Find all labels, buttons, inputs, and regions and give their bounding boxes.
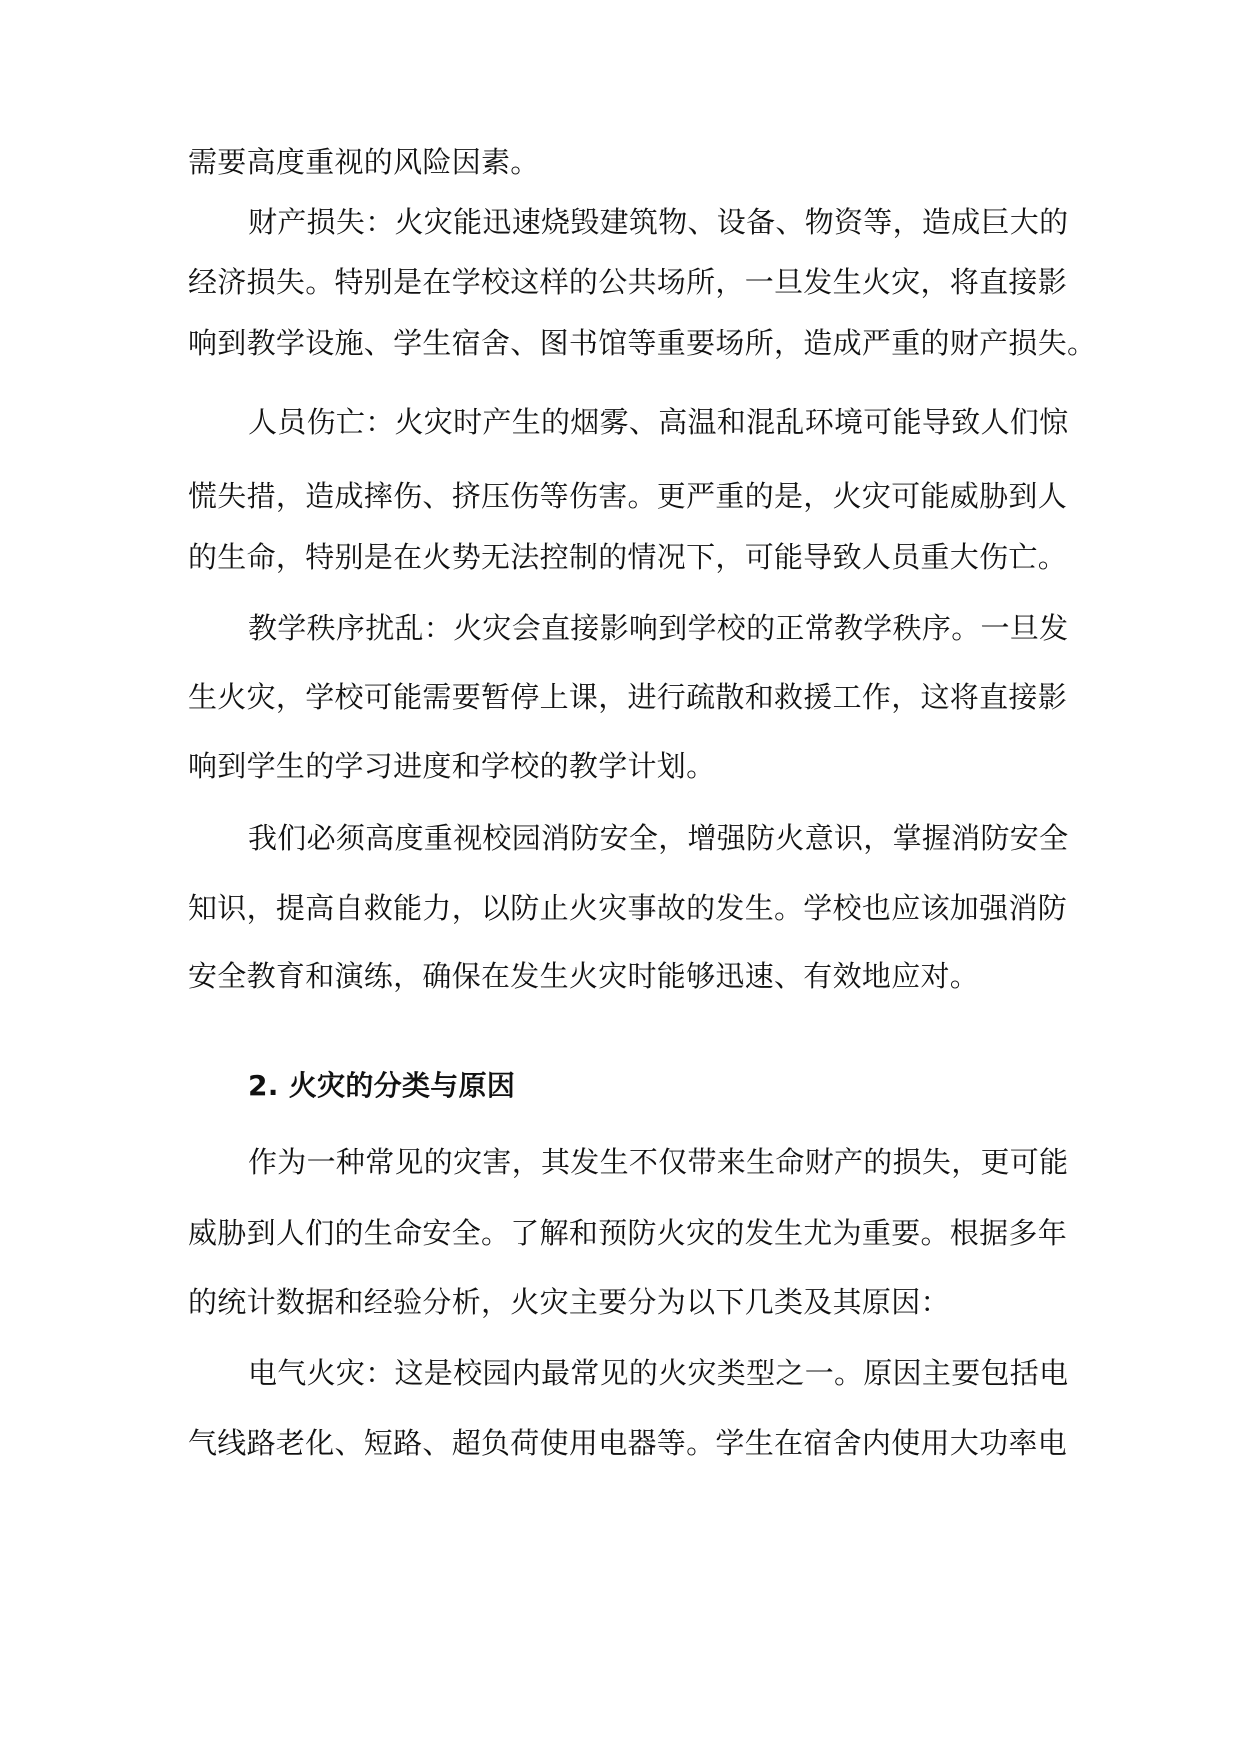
- paragraph-line: 我们必须高度重视校园消防安全，增强防火意识，掌握消防安全: [248, 821, 1069, 855]
- paragraph-line: 的统计数据和经验分析，火灾主要分为以下几类及其原因：: [188, 1285, 950, 1319]
- paragraph-line: 的生命，特别是在火势无法控制的情况下，可能导致人员重大伤亡。: [188, 540, 1068, 574]
- paragraph-line: 安全教育和演练，确保在发生火灾时能够迅速、有效地应对。: [188, 959, 980, 993]
- paragraph-line: 需要高度重视的风险因素。: [188, 145, 540, 179]
- paragraph-line: 生火灾，学校可能需要暂停上课，进行疏散和救援工作，这将直接影: [188, 680, 1068, 714]
- paragraph-line: 教学秩序扰乱：火灾会直接影响到学校的正常教学秩序。一旦发: [248, 611, 1069, 645]
- paragraph-line: 响到学生的学习进度和学校的教学计划。: [188, 749, 716, 783]
- paragraph-line: 作为一种常见的灾害，其发生不仅带来生命财产的损失，更可能: [248, 1145, 1069, 1179]
- paragraph-line: 威胁到人们的生命安全。了解和预防火灾的发生尤为重要。根据多年: [188, 1216, 1068, 1250]
- section-heading: 2. 火灾的分类与原因: [248, 1069, 516, 1102]
- paragraph-line: 财产损失：火灾能迅速烧毁建筑物、设备、物资等，造成巨大的: [248, 205, 1069, 239]
- paragraph-line: 慌失措，造成摔伤、挤压伤等伤害。更严重的是，火灾可能威胁到人: [188, 479, 1068, 513]
- paragraph-line: 响到教学设施、学生宿舍、图书馆等重要场所，造成严重的财产损失。: [188, 326, 1097, 360]
- paragraph-line: 电气火灾：这是校园内最常见的火灾类型之一。原因主要包括电: [248, 1356, 1069, 1390]
- paragraph-line: 气线路老化、短路、超负荷使用电器等。学生在宿舍内使用大功率电: [188, 1426, 1068, 1460]
- paragraph-line: 知识，提高自救能力，以防止火灾事故的发生。学校也应该加强消防: [188, 891, 1068, 925]
- paragraph-line: 人员伤亡：火灾时产生的烟雾、高温和混乱环境可能导致人们惊: [248, 405, 1069, 439]
- paragraph-line: 经济损失。特别是在学校这样的公共场所，一旦发生火灾，将直接影: [188, 265, 1068, 299]
